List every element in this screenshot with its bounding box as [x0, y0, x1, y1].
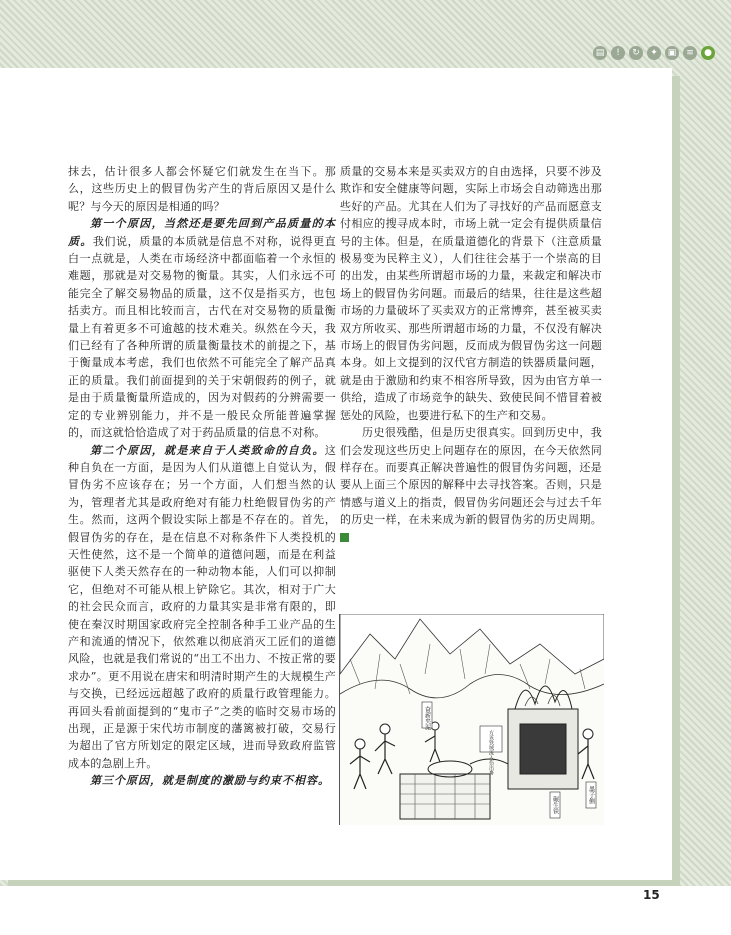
refresh-icon[interactable]: ↻: [629, 46, 643, 60]
paragraph: [68, 442, 336, 773]
emphasis-heading: 第一个原因，当然还是要先回到产品质量的本质。: [68, 217, 336, 248]
figure-label: 碾生铁: [551, 796, 559, 814]
toolbar: [593, 46, 715, 60]
paragraph: [68, 215, 336, 441]
figure-label: 墨子侧: [587, 786, 595, 804]
comment-icon[interactable]: ▤: [593, 46, 607, 60]
paragraph-body: 这种自负在一方面，是因为人们从道德上自觉认为，假冒伪劣不应该存在；另一个方面，人们想当然的认为，管理者尤其是政府绝对有能力杜绝假冒伪劣的产生。然而，这两个假设实际上都是不存在的。首先，假冒伪劣的存在，是在信息不对称条件下人类投机的天性使然，这不是一个简单的道德问题，而是在利益驱使下人类天然存在的一种动物本能，人们可以抑制它，但绝对不可能从根上铲除它。其次，相对于广大的社会民众而言，政府的力量其实是非常有限的，即使在秦汉时期国家政府完全控制各种手工业产品的生产和流通的情况下，依然难以彻底消灭工匠们的道德风险，也就是我们常说的“出工不出力、不按正常的要求办”。更不用说在唐宋和明清时期产生的大规模生产与交换，已经远远超越了政府的质量行政管理能力。再回头看前面提到的“鬼市子”之类的临时交易市场的出现，正是源于宋代坊市制度的藩篱被打破，交易行为超出了官方所划定的限定区域，进而导致政府监管成本的急剧上升。: [68, 443, 336, 770]
mic-icon[interactable]: ●: [701, 46, 715, 60]
text-column-right: [340, 163, 602, 546]
paragraph: 抹去，估计很多人都会怀疑它们就发生在当下。那么，这些历史上的假冒伪劣产生的背后原因又是什么呢？与今天的原因是相通的吗？: [68, 165, 336, 213]
paragraph: [340, 424, 602, 546]
figure-label: 方该铁域流入伤出畜: [488, 730, 494, 775]
figure-label: 奋薪夹泥: [423, 706, 431, 730]
emphasis-heading: 第三个原因，就是制度的激励与约束不相容。: [90, 774, 330, 788]
emphasis-heading: 第二个原因，就是来自于人类致命的自负。: [90, 443, 325, 457]
paragraph: 质量的交易本来是买卖双方的自由选择，只要不涉及欺诈和安全健康等问题，实际上市场会自动筛选出那些好的产品。尤其在人们为了寻找好的产品而愿意支付相应的搜寻成本时，市场上就一定会有提供质量信号的主体。但是，在质量道德化的背景下（注意质量极易变为民粹主义），人们往往会基于一个崇高的目的出发，由某些所谓超市场的力量，来裁定和解决市场上的假冒伪劣问题。而最后的结果，往往是这些超市场的力量破坏了买卖双方的正常博弈，甚至被买卖双方所收买、那些所谓超市场的力量，不仅没有解决市场上的假冒伪劣问题，反而成为假冒伪劣这一问题本身。如上文提到的汉代官方制造的铁器质量问题，就是由于激励和约束不相容所导致，因为由官方单一供给，造成了市场竞争的缺失、致使民间不惜冒着被惩处的风险，也要进行私下的生产和交易。: [340, 165, 602, 422]
paragraph-body: 历史很残酷，但是历史很真实。回到历史中，我们会发现这些历史上问题存在的原因，在今天依然同样存在。而要真正解决普遍性的假冒伪劣问题，还是要从上面三个原因的解释中去寻找答案。否则，只是情感与道义上的指责，假冒伪劣问题还会与过去千年的历史一样，在未来成为新的假冒伪劣的历史周期。: [340, 426, 602, 527]
end-mark-icon: ▶: [340, 533, 349, 542]
photo-icon[interactable]: ▣: [665, 46, 679, 60]
bird-icon[interactable]: ✦: [647, 46, 661, 60]
text-column-left: [68, 163, 336, 790]
page-number: 15: [643, 888, 660, 902]
info-icon[interactable]: !: [611, 46, 625, 60]
paragraph-body: 我们说，质量的本质就是信息不对称，说得更直白一点就是，人类在市场经济中都面临着一个永恒的难题，那就是对交易物的衡量。其实，人们永远不可能完全了解交易物品的质量，这不仅是指买方，也包括卖方。而且相比较而言，古代在对交易物的质量衡量上有着更多不可逾越的技术难关。纵然在今天，我们已经有了各种所谓的质量衡量技术的前提之下，基于衡量成本考虑，我们也依然不可能完全了解产品真正的质量。我们前面提到的关于宋朝假药的例子，就是由于质量衡量所造成的，因为对假药的分辨需要一定的专业辨别能力，并不是一般民众所能普遍掌握的，而这就恰恰造成了对于药品质量的信息不对称。: [68, 234, 337, 440]
woodblock-illustration: [339, 614, 604, 825]
illustration-drawing: [340, 614, 604, 825]
paragraph: [68, 772, 336, 789]
doc-icon[interactable]: ≡: [683, 46, 697, 60]
bottom-band: [0, 886, 731, 935]
